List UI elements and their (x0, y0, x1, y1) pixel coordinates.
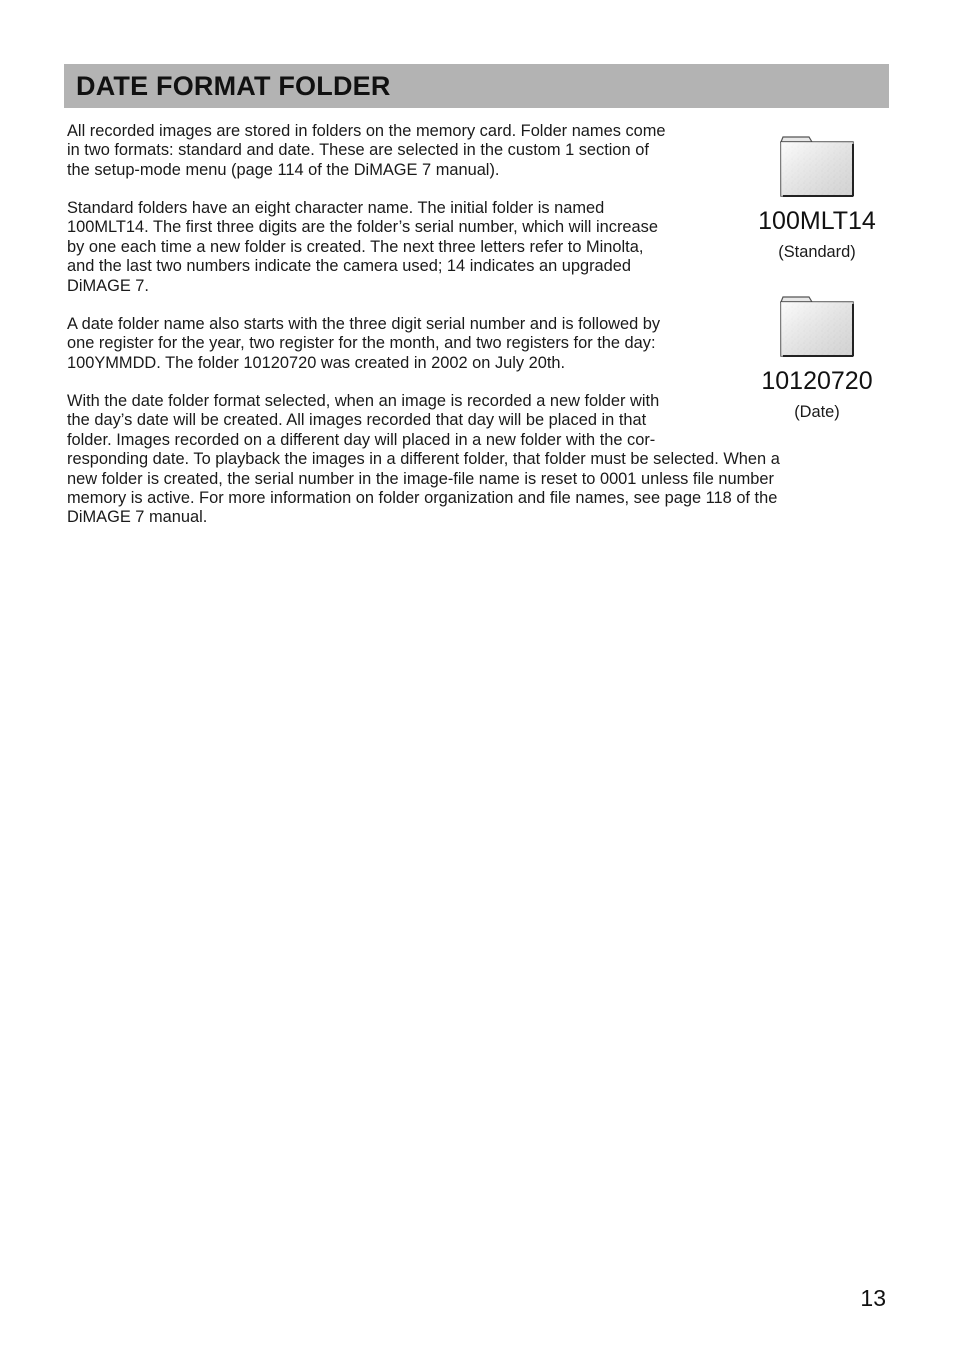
standard-folder-figure (746, 134, 888, 262)
text-line: and the last two numbers indicate the camera used; 14 indicates an upgraded (67, 257, 632, 276)
paragraph-standard-folders (67, 199, 658, 296)
folder-icon (779, 294, 855, 358)
text-line: the setup-mode menu (page 114 of the DiMAGE 7 manual). (67, 160, 500, 179)
text-line: With the date folder format selected, when an image is recorded a new folder with (67, 392, 660, 410)
text-line: folder. Images recorded on a different day will placed in a new folder with the cor- (67, 430, 656, 449)
date-folder-figure (746, 294, 888, 422)
folder-icon (779, 134, 855, 198)
paragraph-intro (67, 122, 666, 180)
text-line: All recorded images are stored in folders on the memory card. Folder names come (67, 122, 666, 140)
folder-caption-date: (Date) (794, 403, 840, 421)
folder-name-date: 10120720 (761, 367, 873, 395)
text-line: A date folder name also starts with the three digit serial number and is followed by (67, 315, 661, 333)
text-line: DiMAGE 7 manual. (67, 508, 208, 527)
paragraph-date-format-usage (67, 392, 780, 528)
text-line: one register for the year, two register for the month, and two registers for the day: (67, 334, 656, 353)
text-line: new folder is created, the serial number in the image-file name is reset to 0001 unless file number (67, 469, 774, 488)
text-line: in two formats: standard and date. These are selected in the custom 1 section of (67, 141, 649, 160)
section-header-bar (64, 64, 889, 108)
text-line: the day’s date will be created. All images recorded that day will be placed in that (67, 411, 647, 430)
page-number: 13 (860, 1285, 886, 1311)
folder-caption-standard: (Standard) (778, 243, 856, 261)
paragraph-date-folders (67, 315, 660, 373)
text-line: DiMAGE 7. (67, 276, 149, 295)
folder-name-standard: 100MLT14 (758, 207, 876, 235)
page-title: DATE FORMAT FOLDER (76, 71, 391, 101)
text-line: Standard folders have an eight character name. The initial folder is named (67, 199, 605, 217)
text-line: memory is active. For more information on folder organization and file names, see page 118 of the (67, 489, 778, 508)
text-line: by one each time a new folder is created. The next three letters refer to Minolta, (67, 237, 644, 256)
text-line: 100YMMDD. The folder 10120720 was created in 2002 on July 20th. (67, 353, 566, 372)
text-line: responding date. To playback the images in a different folder, that folder must be selected. When a (67, 450, 780, 469)
text-line: 100MLT14. The first three digits are the folder’s serial number, which will increase (67, 218, 658, 237)
